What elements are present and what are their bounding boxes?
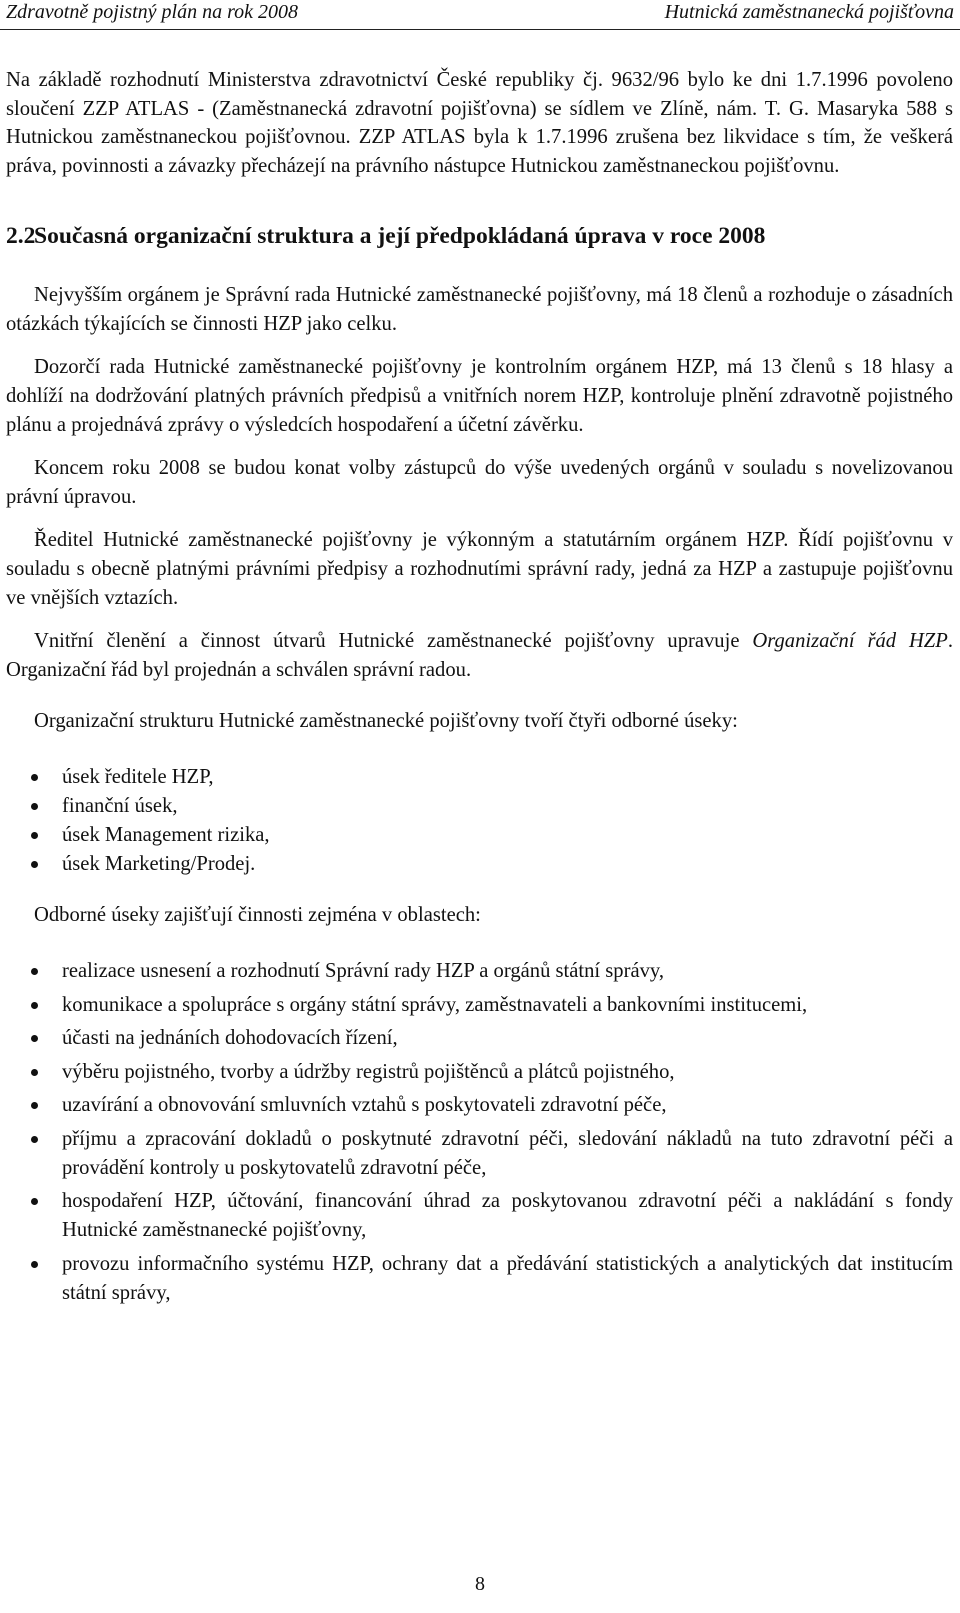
document-body	[6, 66, 953, 1312]
header-left-title: Zdravotně pojistný plán na rok 2008	[6, 1, 299, 23]
paragraph-organization-rules	[6, 627, 953, 685]
activities-list	[6, 957, 953, 1308]
paragraph-elections: Koncem roku 2008 se budou konat volby zástupců do výše uvedených orgánů v souladu s novelizovanou právní úpravou.	[6, 457, 953, 508]
org-rules-text-start: Vnitřní členění a činnost útvarů Hutnické zaměstnanecké pojišťovny upravuje	[34, 630, 753, 652]
paragraph-activities: Odborné úseky zajišťují činnosti zejména v oblastech:	[34, 904, 481, 926]
paragraph-director	[6, 526, 953, 613]
paragraph-structure: Organizační strukturu Hutnické zaměstnanecké pojišťovny tvoří čtyři odborné úseky:	[34, 710, 738, 732]
list-item: úsek Management rizika,	[6, 821, 953, 850]
list-item: uzavírání a obnovování smluvních vztahů s poskytovateli zdravotní péče,	[6, 1091, 953, 1120]
list-item: účasti na jednáních dohodovacích řízení,	[6, 1024, 953, 1053]
page-number: 8	[475, 1573, 485, 1595]
list-item: výběru pojistného, tvorby a údržby registrů pojištěnců a plátců pojistného,	[6, 1058, 953, 1087]
section-number: 2.2	[6, 223, 36, 249]
org-rules-text-end: . Organizační řád byl projednán a schválen správní radou.	[6, 630, 954, 681]
director-text: Ředitel Hutnické zaměstnanecké pojišťovny je výkonným a statutárním orgánem HZP. Řídí pojišťovnu v souladu s obecně platnými právními předpisy a rozhodnutími správní rady, jedná za HZP a zastupuje pojišťovnu ve vnějších vztazích.	[6, 529, 953, 609]
section-title: Současná organizační struktura a její předpokládaná úprava v roce 2008	[34, 223, 766, 249]
list-item: příjmu a zpracování dokladů o poskytnuté zdravotní péči, sledování nákladů na tuto zdravotní péči a provádění kontroly u poskytovatelů zdravotní péče,	[6, 1125, 953, 1183]
list-item: úsek Marketing/Prodej.	[6, 850, 953, 879]
list-item: úsek ředitele HZP,	[6, 763, 953, 792]
list-item: provozu informačního systému HZP, ochrany dat a předávání statistických a analytických dat institucím státní správy,	[6, 1250, 953, 1308]
paragraph-supervisory-board: Dozorčí rada Hutnické zaměstnanecké pojišťovny je kontrolním orgánem HZP, má 13 členů s 18 hlasy a dohlíží na dodržování platných právních předpisů a vnitřních norem HZP, kontroluje plnění zdravotně pojistného plánu a projednává zprávy o výsledcích hospodaření a účetní závěrku.	[6, 356, 953, 436]
section-heading	[6, 221, 953, 252]
list-item: hospodaření HZP, účtování, financování úhrad za poskytovanou zdravotní péči a nakládání s fondy Hutnické zaměstnanecké pojišťovny,	[6, 1187, 953, 1245]
intro-paragraph: Na základě rozhodnutí Ministerstva zdravotnictví České republiky čj. 9632/96 bylo ke dni 1.7.1996 povoleno sloučení ZZP ATLAS - (Zaměstnanecká zdravotní pojišťovna) se sídlem ve Zlíně, nám. T. G. Masaryka 588 s Hutnickou zaměstnaneckou pojišťovnou. ZZP ATLAS byla k 1.7.1996 zrušena bez likvidace s tím, že veškerá práva, povinnosti a závazky přecházejí na právního nástupce Hutnickou zaměstnaneckou pojišťovnu.	[6, 69, 953, 177]
page-header	[0, 0, 960, 30]
list-item: finanční úsek,	[6, 792, 953, 821]
paragraph-board: Nejvyšším orgánem je Správní rada Hutnické zaměstnanecké pojišťovny, má 18 členů a rozhoduje o zásadních otázkách týkajících se činnosti HZP jako celku.	[6, 284, 953, 335]
org-rules-document-title: Organizační řád HZP	[752, 630, 948, 652]
list-item: komunikace a spolupráce s orgány státní správy, zaměstnavateli a bankovními institucemi,	[6, 991, 953, 1020]
list-item: realizace usnesení a rozhodnutí Správní rady HZP a orgánů státní správy,	[6, 957, 953, 986]
departments-list	[6, 763, 953, 879]
header-right-title: Hutnická zaměstnanecká pojišťovna	[664, 1, 954, 23]
